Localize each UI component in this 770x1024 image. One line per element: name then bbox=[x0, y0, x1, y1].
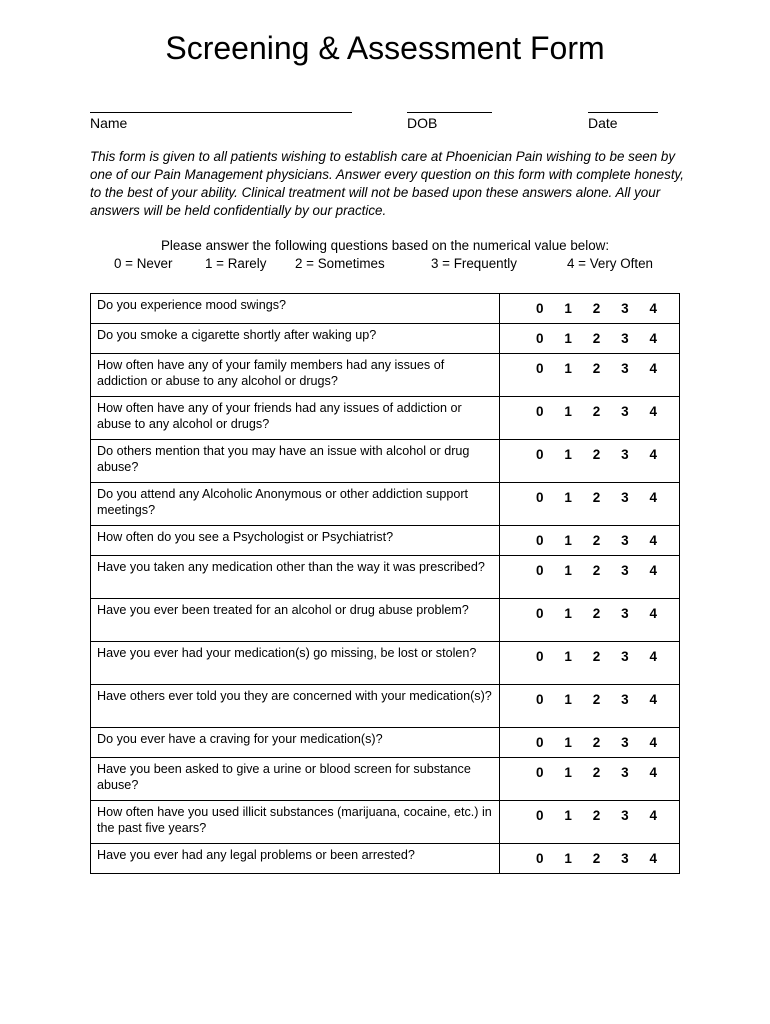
scale-item: 2 = Sometimes bbox=[295, 256, 385, 271]
scale-item: 3 = Frequently bbox=[431, 256, 517, 271]
rating-cell bbox=[500, 758, 680, 801]
intro-paragraph: This form is given to all patients wishing to establish care at Phoenician Pain wishing to be seen by one of our Pain Management physicians. Answer every question on this form with complete honesty, to the best of your ability. Clinical treatment will not be based upon these answers alone. All your answers will be held confidentially by our practice. bbox=[90, 149, 684, 218]
rating-option-1[interactable]: 1 bbox=[564, 606, 572, 621]
rating-option-2[interactable]: 2 bbox=[592, 331, 601, 346]
question-text: How often do you see a Psychologist or Psychiatrist? bbox=[91, 526, 500, 556]
rating-cell bbox=[500, 728, 680, 758]
rating-option-0[interactable]: 0 bbox=[536, 447, 544, 462]
question-row bbox=[91, 440, 680, 483]
rating-option-0[interactable]: 0 bbox=[536, 735, 544, 750]
rating-option-0[interactable]: 0 bbox=[536, 649, 544, 664]
rating-option-0[interactable]: 0 bbox=[536, 490, 544, 505]
rating-option-4[interactable]: 4 bbox=[649, 331, 657, 346]
rating-options bbox=[500, 324, 679, 346]
rating-option-3[interactable]: 3 bbox=[621, 331, 629, 346]
rating-option-3[interactable]: 3 bbox=[621, 735, 629, 750]
rating-options bbox=[500, 397, 679, 419]
rating-cell bbox=[500, 642, 680, 685]
question-row bbox=[91, 556, 680, 599]
rating-option-2[interactable]: 2 bbox=[592, 765, 601, 780]
rating-option-2[interactable]: 2 bbox=[592, 361, 601, 376]
rating-option-2[interactable]: 2 bbox=[592, 533, 601, 548]
question-text: Have you ever been treated for an alcohol or drug abuse problem? bbox=[91, 599, 500, 642]
rating-option-1[interactable]: 1 bbox=[564, 563, 572, 578]
rating-option-4[interactable]: 4 bbox=[649, 447, 657, 462]
rating-option-1[interactable]: 1 bbox=[564, 765, 572, 780]
rating-options bbox=[500, 440, 679, 462]
rating-option-1[interactable]: 1 bbox=[564, 404, 572, 419]
rating-cell bbox=[500, 526, 680, 556]
rating-option-4[interactable]: 4 bbox=[649, 563, 657, 578]
question-text: Have you been asked to give a urine or blood screen for substance abuse? bbox=[91, 758, 500, 801]
rating-option-2[interactable]: 2 bbox=[592, 851, 601, 866]
rating-options bbox=[500, 294, 679, 316]
question-row bbox=[91, 397, 680, 440]
dob-field[interactable] bbox=[407, 98, 492, 131]
rating-options bbox=[500, 354, 679, 376]
rating-option-1[interactable]: 1 bbox=[564, 735, 572, 750]
rating-option-4[interactable]: 4 bbox=[649, 361, 657, 376]
rating-option-1[interactable]: 1 bbox=[564, 649, 572, 664]
questions-table bbox=[90, 293, 680, 874]
rating-option-4[interactable]: 4 bbox=[649, 404, 657, 419]
rating-option-1[interactable]: 1 bbox=[564, 692, 572, 707]
rating-option-3[interactable]: 3 bbox=[621, 692, 629, 707]
rating-cell bbox=[500, 844, 680, 874]
question-text: Do you ever have a craving for your medication(s)? bbox=[91, 728, 500, 758]
question-row bbox=[91, 526, 680, 556]
rating-option-3[interactable]: 3 bbox=[621, 490, 629, 505]
rating-option-0[interactable]: 0 bbox=[536, 563, 544, 578]
rating-option-3[interactable]: 3 bbox=[621, 533, 629, 548]
rating-option-2[interactable]: 2 bbox=[592, 649, 601, 664]
rating-option-0[interactable]: 0 bbox=[536, 692, 544, 707]
rating-option-3[interactable]: 3 bbox=[621, 851, 629, 866]
question-row bbox=[91, 599, 680, 642]
rating-option-4[interactable]: 4 bbox=[649, 490, 657, 505]
rating-options bbox=[500, 801, 679, 823]
rating-cell bbox=[500, 440, 680, 483]
rating-cell bbox=[500, 801, 680, 844]
rating-option-1[interactable]: 1 bbox=[564, 490, 572, 505]
question-text: How often have any of your family members had any issues of addiction or abuse to any alcohol or drugs? bbox=[91, 354, 500, 397]
rating-cell bbox=[500, 483, 680, 526]
question-text: Have you ever had your medication(s) go missing, be lost or stolen? bbox=[91, 642, 500, 685]
question-text: Do you attend any Alcoholic Anonymous or other addiction support meetings? bbox=[91, 483, 500, 526]
scale-item: 4 = Very Often bbox=[567, 256, 653, 271]
question-row bbox=[91, 685, 680, 728]
rating-options bbox=[500, 599, 679, 621]
question-text: Do you smoke a cigarette shortly after waking up? bbox=[91, 324, 500, 354]
question-text: Have you ever had any legal problems or been arrested? bbox=[91, 844, 500, 874]
rating-option-2[interactable]: 2 bbox=[592, 606, 601, 621]
question-row bbox=[91, 801, 680, 844]
rating-option-1[interactable]: 1 bbox=[564, 361, 572, 376]
rating-option-4[interactable]: 4 bbox=[649, 533, 657, 548]
rating-options bbox=[500, 556, 679, 578]
question-row bbox=[91, 642, 680, 685]
question-text: Have you taken any medication other than the way it was prescribed? bbox=[91, 556, 500, 599]
name-label: Name bbox=[90, 115, 128, 131]
rating-cell bbox=[500, 556, 680, 599]
rating-option-3[interactable]: 3 bbox=[621, 301, 629, 316]
question-row bbox=[91, 844, 680, 874]
rating-options bbox=[500, 728, 679, 750]
rating-option-3[interactable]: 3 bbox=[621, 447, 629, 462]
date-label: Date bbox=[588, 115, 618, 131]
rating-cell bbox=[500, 354, 680, 397]
rating-option-4[interactable]: 4 bbox=[649, 649, 657, 664]
rating-option-0[interactable]: 0 bbox=[536, 808, 544, 823]
rating-option-0[interactable]: 0 bbox=[536, 361, 544, 376]
scale-item: 1 = Rarely bbox=[205, 256, 267, 271]
dob-line[interactable] bbox=[407, 98, 492, 113]
rating-option-2[interactable]: 2 bbox=[592, 404, 601, 419]
rating-option-1[interactable]: 1 bbox=[564, 808, 572, 823]
rating-option-2[interactable]: 2 bbox=[592, 301, 601, 316]
question-row bbox=[91, 324, 680, 354]
rating-option-4[interactable]: 4 bbox=[649, 735, 657, 750]
rating-option-3[interactable]: 3 bbox=[621, 649, 629, 664]
rating-option-3[interactable]: 3 bbox=[621, 404, 629, 419]
rating-option-4[interactable]: 4 bbox=[649, 851, 657, 866]
scale-item: 0 = Never bbox=[114, 256, 173, 271]
rating-option-4[interactable]: 4 bbox=[649, 606, 657, 621]
rating-option-2[interactable]: 2 bbox=[592, 563, 601, 578]
dob-label: DOB bbox=[407, 115, 438, 131]
rating-option-2[interactable]: 2 bbox=[592, 808, 601, 823]
rating-option-4[interactable]: 4 bbox=[649, 692, 657, 707]
question-text: Do others mention that you may have an issue with alcohol or drug abuse? bbox=[91, 440, 500, 483]
instructions: Please answer the following questions based on the numerical value below: bbox=[160, 238, 610, 253]
question-row bbox=[91, 758, 680, 801]
date-field[interactable] bbox=[588, 98, 658, 131]
rating-option-0[interactable]: 0 bbox=[536, 301, 544, 316]
date-line[interactable] bbox=[588, 98, 658, 113]
rating-option-2[interactable]: 2 bbox=[592, 490, 601, 505]
rating-options bbox=[500, 483, 679, 505]
question-text: How often have you used illicit substances (marijuana, cocaine, etc.) in the past five years? bbox=[91, 801, 500, 844]
rating-cell bbox=[500, 294, 680, 324]
rating-option-1[interactable]: 1 bbox=[564, 851, 572, 866]
rating-options bbox=[500, 685, 679, 707]
rating-option-0[interactable]: 0 bbox=[536, 851, 544, 866]
rating-option-2[interactable]: 2 bbox=[592, 447, 601, 462]
question-row bbox=[91, 294, 680, 324]
rating-cell bbox=[500, 599, 680, 642]
question-text: Have others ever told you they are concerned with your medication(s)? bbox=[91, 685, 500, 728]
rating-options bbox=[500, 844, 679, 866]
question-text: Do you experience mood swings? bbox=[91, 294, 500, 324]
rating-option-0[interactable]: 0 bbox=[536, 331, 544, 346]
rating-cell bbox=[500, 397, 680, 440]
rating-option-3[interactable]: 3 bbox=[621, 606, 629, 621]
rating-options bbox=[500, 526, 679, 548]
rating-option-1[interactable]: 1 bbox=[564, 331, 572, 346]
rating-option-3[interactable]: 3 bbox=[621, 361, 629, 376]
question-row bbox=[91, 728, 680, 758]
rating-cell bbox=[500, 324, 680, 354]
question-row bbox=[91, 354, 680, 397]
name-field[interactable] bbox=[90, 98, 352, 131]
question-text: How often have any of your friends had any issues of addiction or abuse to any alcohol or drugs? bbox=[91, 397, 500, 440]
rating-option-3[interactable]: 3 bbox=[621, 563, 629, 578]
rating-option-0[interactable]: 0 bbox=[536, 533, 544, 548]
rating-option-2[interactable]: 2 bbox=[592, 735, 601, 750]
scale-legend bbox=[0, 256, 770, 274]
rating-option-0[interactable]: 0 bbox=[536, 765, 544, 780]
question-row bbox=[91, 483, 680, 526]
rating-option-2[interactable]: 2 bbox=[592, 692, 601, 707]
rating-option-0[interactable]: 0 bbox=[536, 606, 544, 621]
form-title: Screening & Assessment Form bbox=[165, 30, 605, 66]
rating-option-3[interactable]: 3 bbox=[621, 808, 629, 823]
rating-option-4[interactable]: 4 bbox=[649, 301, 657, 316]
rating-option-1[interactable]: 1 bbox=[564, 533, 572, 548]
rating-options bbox=[500, 758, 679, 780]
rating-cell bbox=[500, 685, 680, 728]
rating-option-1[interactable]: 1 bbox=[564, 301, 572, 316]
rating-option-4[interactable]: 4 bbox=[649, 808, 657, 823]
rating-option-3[interactable]: 3 bbox=[621, 765, 629, 780]
rating-option-4[interactable]: 4 bbox=[649, 765, 657, 780]
rating-option-1[interactable]: 1 bbox=[564, 447, 572, 462]
rating-options bbox=[500, 642, 679, 664]
name-line[interactable] bbox=[90, 98, 352, 113]
rating-option-0[interactable]: 0 bbox=[536, 404, 544, 419]
